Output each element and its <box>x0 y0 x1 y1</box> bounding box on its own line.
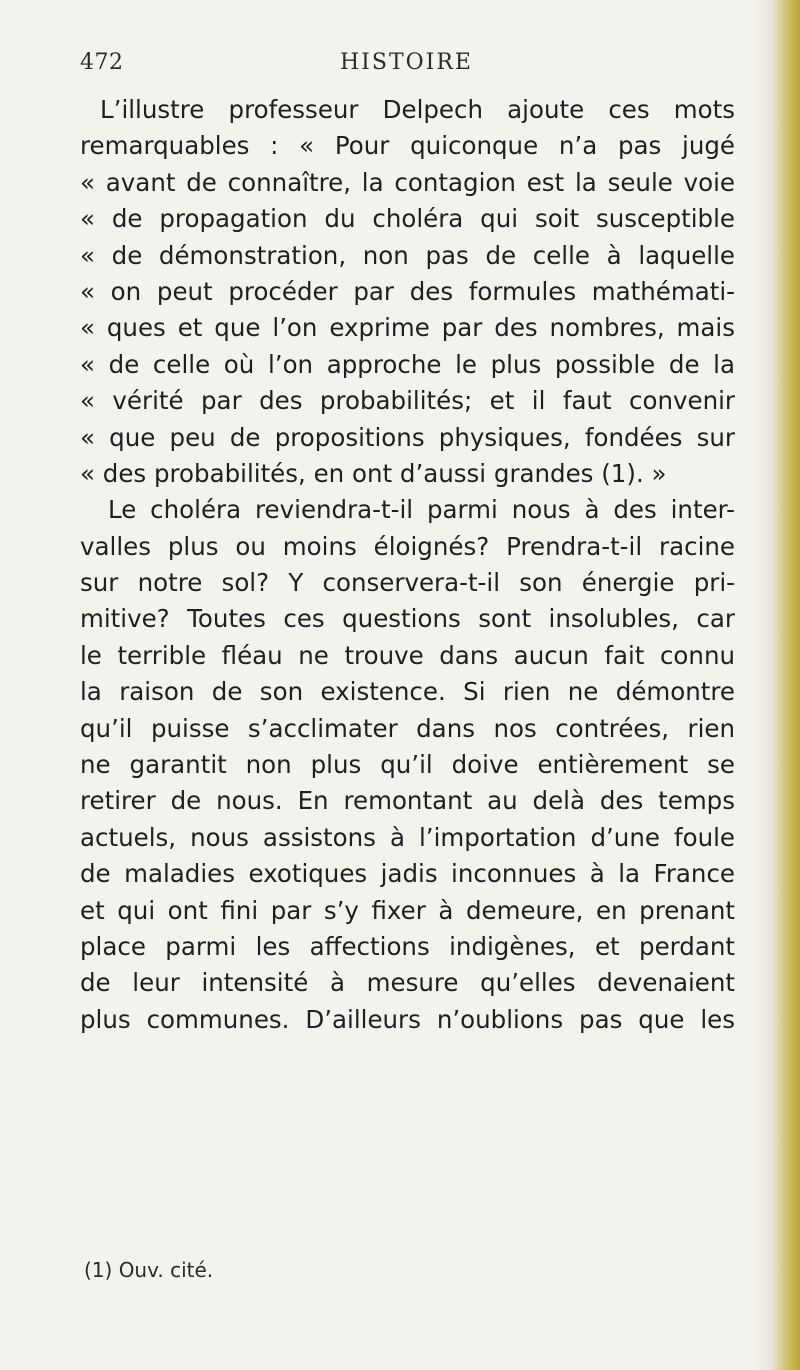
text-line: « de propagation du choléra qui soit susceptible <box>80 204 735 234</box>
book-spine-edge <box>772 0 800 1370</box>
text-line: « vérité par des probabilités; et il faut convenir <box>80 386 735 416</box>
text-line: actuels, nous assistons à l’importation d’une foule <box>80 822 735 852</box>
text-line: Le choléra reviendra-t-il parmi nous à des inter- <box>108 495 735 525</box>
text-line: et qui ont fini par s’y fixer à demeure, en prenant <box>80 895 735 925</box>
running-head <box>80 50 730 90</box>
body-text <box>80 92 735 1038</box>
text-line: « de celle où l’on approche le plus possible de la <box>80 349 735 379</box>
text-line: la raison de son existence. Si rien ne démontre <box>80 677 735 707</box>
text-line: remarquables : « Pour quiconque n’a pas jugé <box>80 131 735 161</box>
text-line: de leur intensité à mesure qu’elles devenaient <box>80 968 735 998</box>
running-title: HISTOIRE <box>340 50 473 75</box>
text-line: retirer de nous. En remontant au delà des temps <box>80 786 735 816</box>
text-line: place parmi les affections indigènes, et perdant <box>80 931 735 961</box>
text-line: le terrible fléau ne trouve dans aucun fait connu <box>80 640 735 670</box>
text-line: sur notre sol? Y conservera-t-il son énergie pri- <box>80 568 735 598</box>
text-line: « on peut procéder par des formules mathémati- <box>80 276 735 306</box>
text-line: plus communes. D’ailleurs n’oublions pas que les <box>80 1004 735 1034</box>
page-number: 472 <box>80 50 124 75</box>
text-line: qu’il puisse s’acclimater dans nos contrées, rien <box>80 713 735 743</box>
text-line: de maladies exotiques jadis inconnues à la France <box>80 859 735 889</box>
text-line: « que peu de propositions physiques, fondées sur <box>80 422 735 452</box>
text-line: « des probabilités, en ont d’aussi grandes (1). » <box>80 458 667 488</box>
text-line: ne garantit non plus qu’il doive entièrement se <box>80 750 735 780</box>
page-gutter-shadow <box>754 0 772 1370</box>
text-line: valles plus ou moins éloignés? Prendra-t-il racine <box>80 531 735 561</box>
text-line: L’illustre professeur Delpech ajoute ces mots <box>100 95 735 124</box>
text-line: mitive? Toutes ces questions sont insolubles, car <box>80 604 735 634</box>
footnote: (1) Ouv. cité. <box>84 1258 214 1282</box>
text-line: « avant de connaître, la contagion est la seule voie <box>80 167 735 197</box>
text-line: « ques et que l’on exprime par des nombres, mais <box>80 313 735 343</box>
text-line: « de démonstration, non pas de celle à laquelle <box>80 240 735 270</box>
